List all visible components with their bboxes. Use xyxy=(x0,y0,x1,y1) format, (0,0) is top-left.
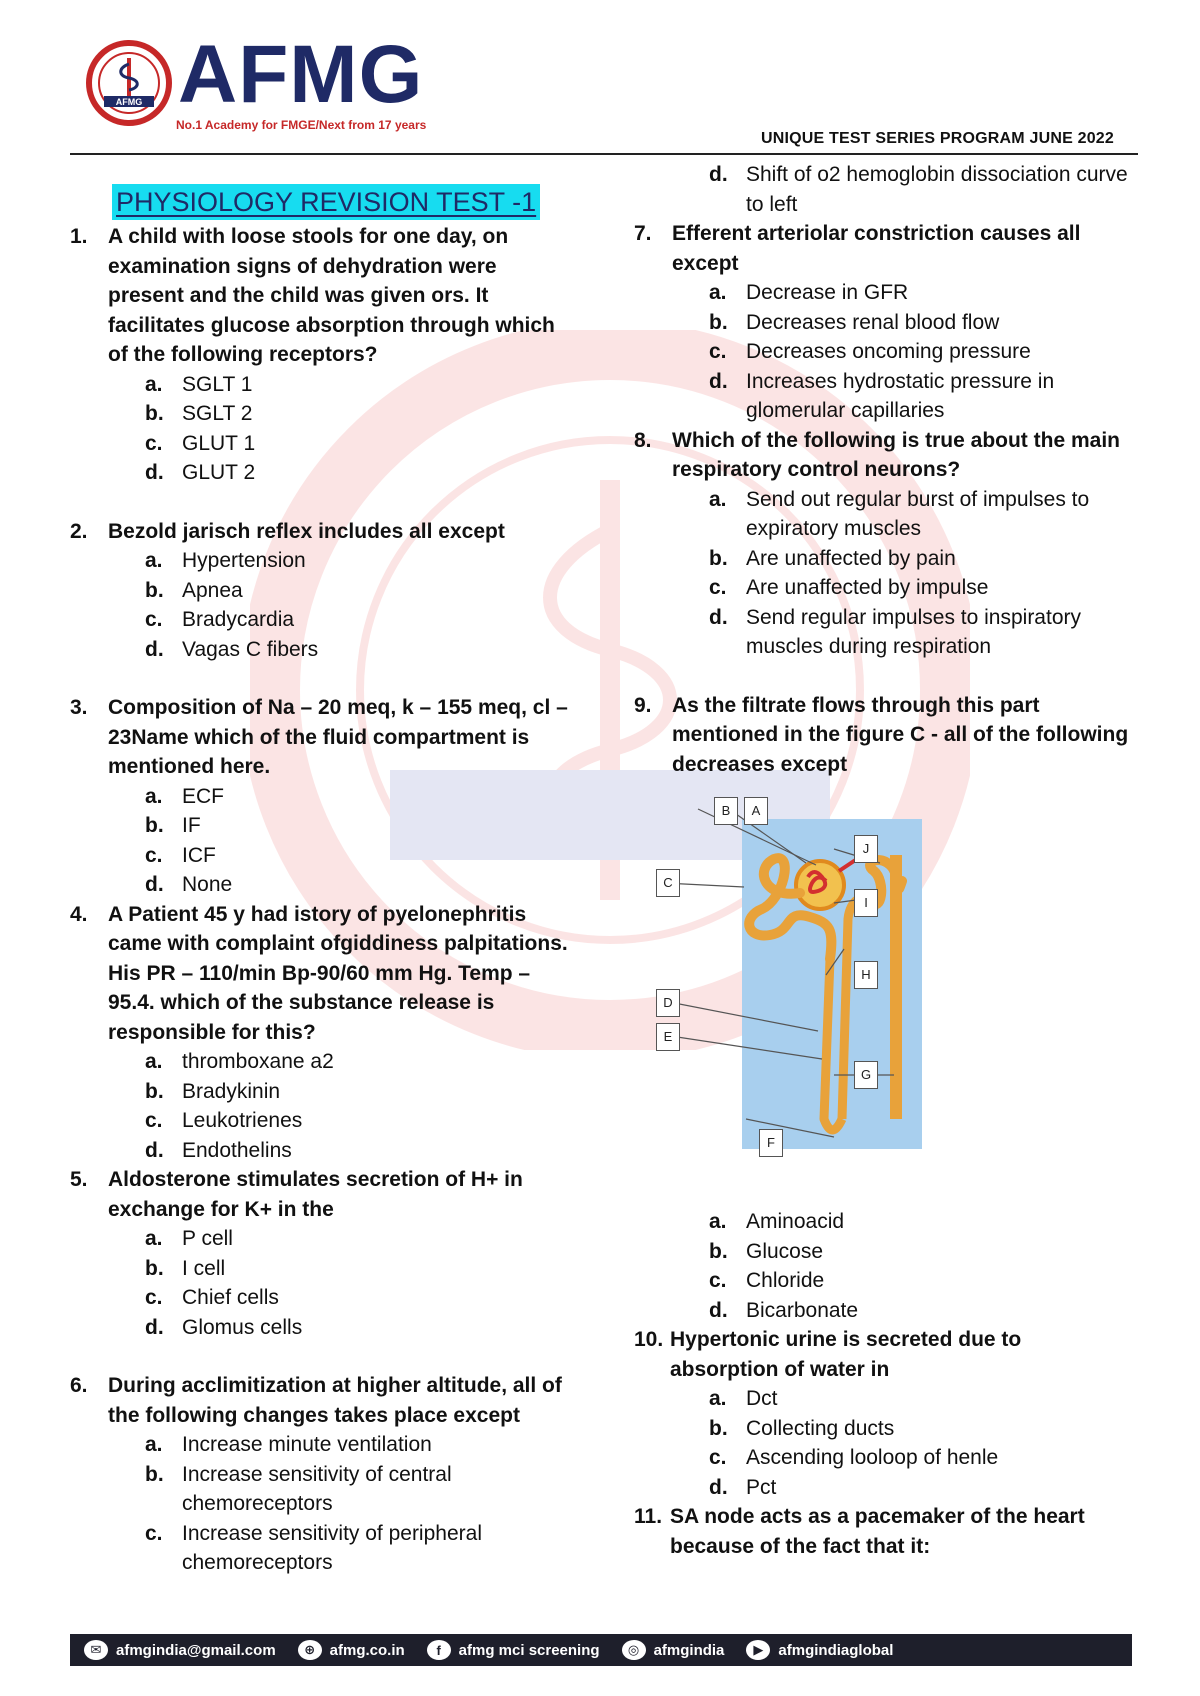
figure-label-e: E xyxy=(656,1023,680,1051)
figure-label-f: F xyxy=(759,1129,783,1157)
question-text: Efferent arteriolar constriction causes all except xyxy=(672,222,1081,275)
question-11 xyxy=(634,1502,1134,1561)
option: d. Bicarbonate xyxy=(709,1298,859,1322)
option: a. Send out regular burst of impulses to expiratory muscles xyxy=(709,487,1090,540)
figure-label-i: I xyxy=(854,889,878,917)
option: b. Are unaffected by pain xyxy=(709,546,956,570)
brand-tagline: No.1 Academy for FMGE/Next from 17 years xyxy=(176,118,427,132)
option: a. Hypertension xyxy=(145,549,306,572)
figure-label-d: D xyxy=(656,989,680,1017)
program-title: UNIQUE TEST SERIES PROGRAM JUNE 2022 xyxy=(760,130,1114,147)
footer-instagram-text: afmgindia xyxy=(653,1641,725,1659)
option: b. Bradykinin xyxy=(145,1079,281,1103)
question-text: As the filtrate flows through this part mentioned in the figure C - all of the following decreases except xyxy=(672,693,1129,776)
footer-website[interactable] xyxy=(298,1640,405,1660)
figure-label-a: A xyxy=(744,797,768,825)
question-5 xyxy=(70,1165,570,1224)
question-text: A child with loose stools for one day, on examination signs of dehydration were present and the child was given ors. It facilitates glucose absorption through which of the following receptors? xyxy=(108,225,555,366)
footer-facebook-text: afmg mci screening xyxy=(458,1641,600,1659)
option: a. Aminoacid xyxy=(709,1210,845,1233)
option: c. Chloride xyxy=(709,1269,825,1292)
afmg-seal-icon xyxy=(86,40,172,126)
facebook-icon: f xyxy=(427,1640,451,1660)
figure-label-g: G xyxy=(854,1061,878,1089)
question-text: Hypertonic urine is secreted due to absorption of water in xyxy=(670,1328,1022,1381)
option: c. Ascending looloop of henle xyxy=(709,1446,999,1469)
left-column xyxy=(70,160,570,1578)
option: b. Decreases renal blood flow xyxy=(709,310,1000,334)
nephron-diagram xyxy=(634,789,1134,1207)
option: a. P cell xyxy=(145,1227,233,1250)
test-title: PHYSIOLOGY REVISION TEST -1 xyxy=(112,184,540,220)
question-number: 5. xyxy=(70,1168,88,1191)
option: a. ECF xyxy=(145,784,224,808)
option: a. thromboxane a2 xyxy=(145,1050,334,1073)
header-divider xyxy=(70,153,1138,155)
email-icon: ✉ xyxy=(84,1640,108,1660)
web-icon: ⊕ xyxy=(298,1640,322,1660)
footer-bar xyxy=(70,1634,1132,1666)
option: a. Increase minute ventilation xyxy=(145,1433,432,1456)
question-4 xyxy=(70,900,570,1048)
footer-website-text: afmg.co.in xyxy=(329,1641,405,1659)
option: c. Are unaffected by impulse xyxy=(709,576,989,599)
option: b. Apnea xyxy=(145,578,243,602)
option: d. Glomus cells xyxy=(145,1315,303,1339)
option: c. Bradycardia xyxy=(145,608,295,631)
footer-youtube[interactable] xyxy=(746,1640,893,1660)
question-text: SA node acts as a pacemaker of the heart because of the fact that it: xyxy=(670,1505,1085,1558)
footer-email[interactable] xyxy=(84,1640,276,1660)
option: d. Send regular impulses to inspiratory muscles during respiration xyxy=(709,605,1081,658)
question-text: Which of the following is true about the main respiratory control neurons? xyxy=(672,428,1120,481)
footer-email-text: afmgindia@gmail.com xyxy=(116,1641,276,1659)
option: d. Endothelins xyxy=(145,1138,292,1162)
question-text: Composition of Na – 20 meq, k – 155 meq, cl – 23Name which of the fluid compartment is mentioned here. xyxy=(108,696,568,778)
question-number: 8. xyxy=(634,428,652,452)
option: c. ICF xyxy=(145,843,216,867)
footer-facebook[interactable] xyxy=(427,1640,600,1660)
question-7 xyxy=(634,219,1134,278)
question-number: 7. xyxy=(634,222,652,245)
option: d. Increases hydrostatic pressure in glomerular capillaries xyxy=(709,369,1055,422)
option: d. None xyxy=(145,873,233,896)
option: d. Shift of o2 hemoglobin dissociation curve to left xyxy=(709,163,1128,216)
option: c. GLUT 1 xyxy=(145,431,256,455)
afmg-logo xyxy=(86,29,446,140)
instagram-icon: ◎ xyxy=(622,1640,646,1660)
option: b. IF xyxy=(145,814,201,837)
question-8 xyxy=(634,426,1134,485)
question-text: Bezold jarisch reflex includes all except xyxy=(108,519,505,543)
question-text: A Patient 45 y had istory of pyelonephritis came with complaint ofgiddiness palpitations. His PR – 110/min Bp-90/60 mm Hg. Temp – 95.4. which of the substance release is responsible for this? xyxy=(108,902,568,1044)
option: b. SGLT 2 xyxy=(145,402,253,425)
seal-text: AFMG xyxy=(115,97,143,107)
option: b. Increase sensitivity of central chemoreceptors xyxy=(145,1462,452,1515)
figure-label-b: B xyxy=(714,797,738,825)
question-number: 4. xyxy=(70,902,88,926)
question-text: During acclimitization at higher altitude, all of the following changes takes place except xyxy=(108,1374,562,1427)
youtube-icon: ▶ xyxy=(746,1640,770,1660)
option: c. Increase sensitivity of peripheral chemoreceptors xyxy=(145,1521,482,1574)
footer-youtube-text: afmgindiaglobal xyxy=(778,1641,894,1659)
option: c. Chief cells xyxy=(145,1286,279,1309)
option: d. GLUT 2 xyxy=(145,461,256,484)
right-column xyxy=(634,160,1134,1561)
brand-name: AFMG xyxy=(178,29,424,120)
option: c. Decreases oncoming pressure xyxy=(709,340,1031,363)
option: b. I cell xyxy=(145,1256,226,1280)
question-9 xyxy=(634,691,1134,780)
question-number: 6. xyxy=(70,1374,88,1397)
question-6 xyxy=(70,1371,570,1430)
bowmans-capsule xyxy=(796,861,844,909)
question-number: 11. xyxy=(634,1505,663,1528)
option: a. Dct xyxy=(709,1387,778,1410)
option: b. Glucose xyxy=(709,1239,824,1263)
option: d. Vagas C fibers xyxy=(145,637,319,661)
question-number: 2. xyxy=(70,519,88,543)
nephron-figure xyxy=(634,789,1134,1207)
option: c. Leukotrienes xyxy=(145,1109,303,1132)
descending-limb xyxy=(824,959,830,1119)
option: a. SGLT 1 xyxy=(145,372,253,396)
question-2 xyxy=(70,517,570,547)
question-text: Aldosterone stimulates secretion of H+ in exchange for K+ in the xyxy=(108,1168,523,1221)
figure-label-j: J xyxy=(854,835,878,863)
question-number: 9. xyxy=(634,693,652,717)
question-number: 3. xyxy=(70,696,88,719)
figure-label-c: C xyxy=(656,869,680,897)
option: b. Collecting ducts xyxy=(709,1416,895,1440)
question-10 xyxy=(634,1325,1134,1384)
question-number: 1. xyxy=(70,225,88,248)
option: a. Decrease in GFR xyxy=(709,281,909,304)
question-3 xyxy=(70,693,570,782)
figure-label-h: H xyxy=(854,961,878,989)
option: d. Pct xyxy=(709,1475,777,1499)
question-1 xyxy=(70,222,570,370)
footer-instagram[interactable] xyxy=(622,1640,725,1660)
question-number: 10. xyxy=(634,1328,664,1351)
